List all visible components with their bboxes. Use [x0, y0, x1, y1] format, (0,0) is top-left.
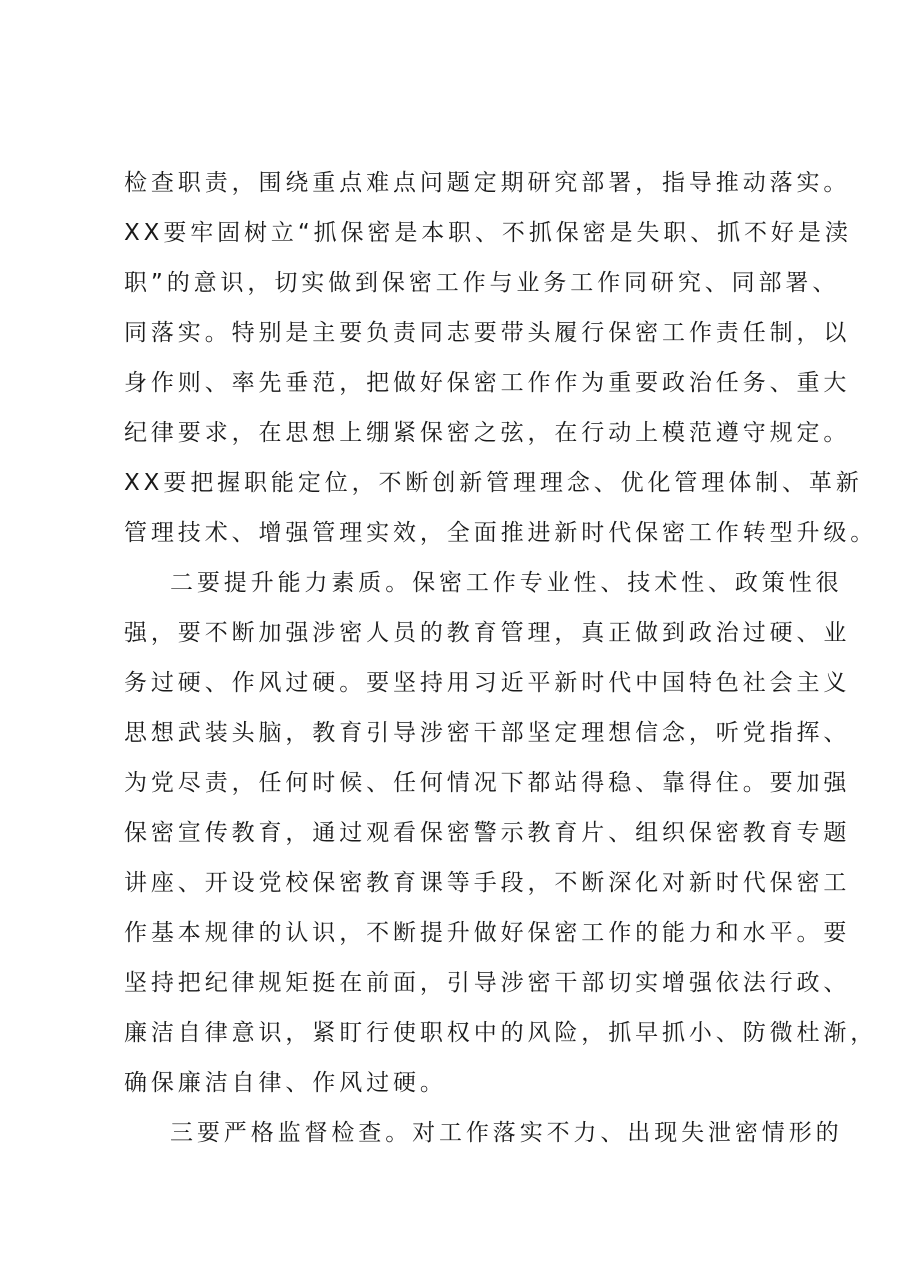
text-line: 检查职责，围绕重点难点问题定期研究部署，指导推动落实。 [124, 170, 851, 196]
text-line: 管理技术、增强管理实效，全面推进新时代保密工作转型升级。 [124, 520, 878, 546]
text-line: 思想武装头脑，教育引导涉密干部坚定理想信念，听党指挥、 [124, 720, 851, 746]
text-line: XX要牢固树立“抓保密是本职、不抓保密是失职、抓不好是渎 [124, 220, 852, 246]
text-line: XX要把握职能定位，不断创新管理理念、优化管理体制、革新 [124, 470, 863, 496]
text-line: 务过硬、作风过硬。要坚持用习近平新时代中国特色社会主义 [124, 670, 851, 696]
text-line: 为党尽责，任何时候、任何情况下都站得稳、靠得住。要加强 [124, 770, 851, 796]
text-line: 同落实。特别是主要负责同志要带头履行保密工作责任制，以 [124, 320, 851, 346]
text-line: 讲座、开设党校保密教育课等手段，不断深化对新时代保密工 [124, 870, 851, 896]
text-line: 作基本规律的认识，不断提升做好保密工作的能力和水平。要 [124, 920, 851, 946]
text-line: 保密宣传教育，通过观看保密警示教育片、组织保密教育专题 [124, 820, 851, 846]
text-line: 职”的意识，切实做到保密工作与业务工作同研究、同部署、 [124, 270, 840, 296]
text-line: 坚持把纪律规矩挺在前面，引导涉密干部切实增强依法行政、 [124, 970, 851, 996]
text-line: 廉洁自律意识，紧盯行使职权中的风险，抓早抓小、防微杜渐， [124, 1020, 878, 1046]
paragraph-first-line: 二要提升能力素质。保密工作专业性、技术性、政策性很 [170, 570, 843, 596]
paragraph-first-line: 三要严格监督检查。对工作落实不力、出现失泄密情形的 [170, 1120, 843, 1146]
text-line: 确保廉洁自律、作风过硬。 [124, 1070, 447, 1096]
text-line: 强，要不断加强涉密人员的教育管理，真正做到政治过硬、业 [124, 620, 851, 646]
text-line: 身作则、率先垂范，把做好保密工作作为重要政治任务、重大 [124, 370, 851, 396]
text-line: 纪律要求，在思想上绷紧保密之弦，在行动上模范遵守规定。 [124, 420, 851, 446]
